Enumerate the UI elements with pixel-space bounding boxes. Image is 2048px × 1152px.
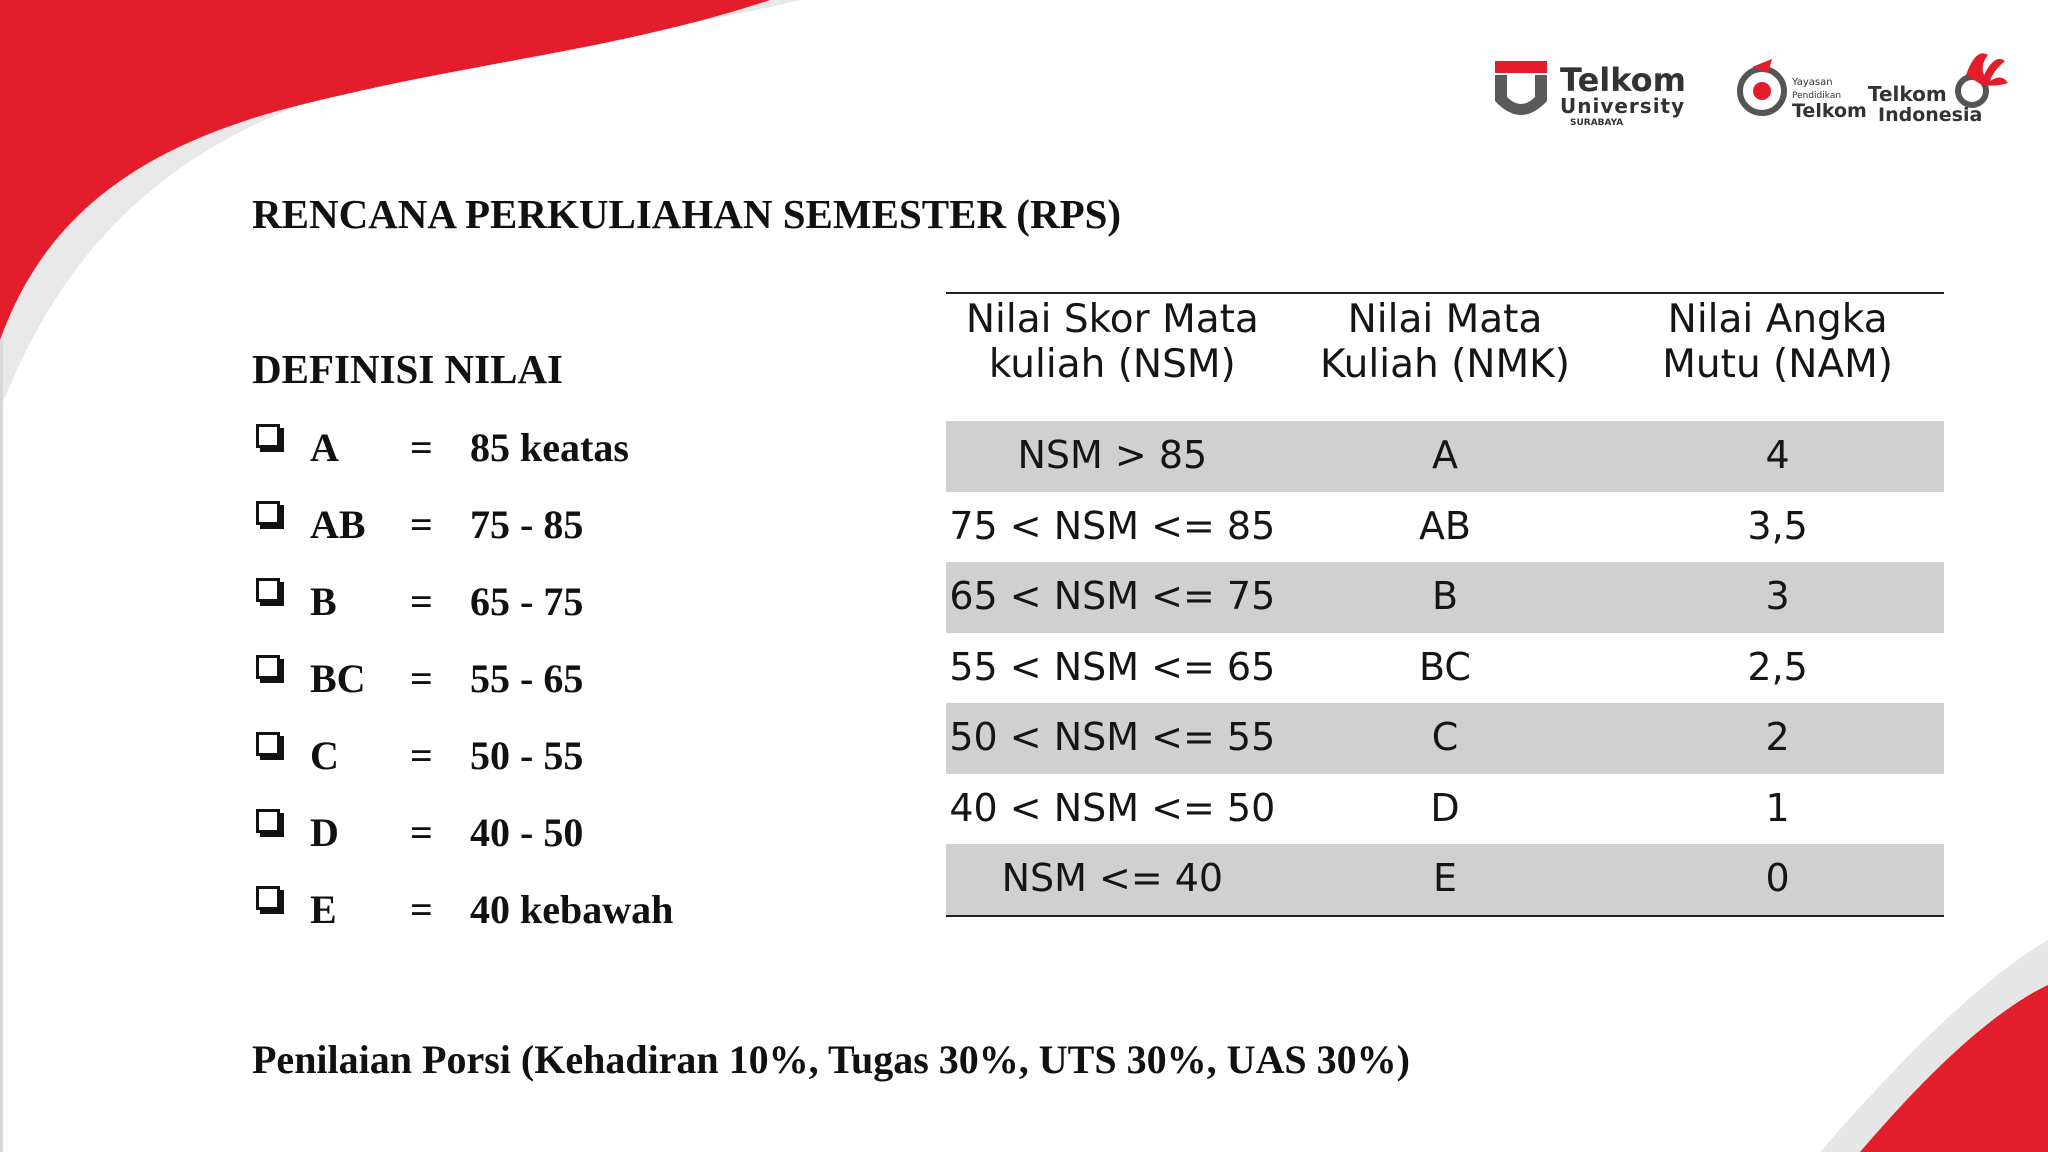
header-line-1: Nilai Skor Mata (965, 297, 1259, 342)
table-row (946, 703, 1944, 774)
definisi-item (252, 572, 752, 649)
definisi-grade: AB (310, 502, 366, 547)
definisi-heading: DEFINISI NILAI (252, 346, 564, 392)
definisi-grade: A (310, 425, 339, 470)
table-row (946, 562, 1944, 633)
table-row (946, 844, 1944, 915)
svg-text:Pendidikan: Pendidikan (1792, 91, 1842, 101)
definisi-item (252, 880, 752, 957)
definisi-item (252, 726, 752, 803)
checkbox-bullet-icon (256, 809, 280, 833)
definisi-separator: = (410, 887, 433, 932)
definisi-range: 75 - 85 (470, 502, 584, 547)
definisi-range: 65 - 75 (470, 579, 584, 624)
grade-table (946, 292, 1944, 917)
table-cell: 75 < NSM <= 85 (949, 503, 1276, 548)
partner-logos (1490, 45, 2010, 135)
svg-text:Telkom: Telkom (1792, 100, 1867, 122)
definisi-grade: C (310, 733, 339, 778)
table-header-cell (1611, 294, 1944, 421)
svg-text:SURABAYA: SURABAYA (1570, 118, 1624, 128)
definisi-item (252, 418, 752, 495)
telkom-university-logo-text-telkom: Telkom (1560, 61, 1686, 99)
table-cell: C (1431, 715, 1459, 760)
definisi-grade: BC (310, 656, 366, 701)
checkbox-bullet-icon (256, 501, 280, 525)
checkbox-bullet-icon (256, 578, 280, 602)
svg-text:Telkom: Telkom (1868, 82, 1947, 106)
table-cell: B (1431, 574, 1459, 619)
svg-text:Yayasan: Yayasan (1792, 77, 1833, 88)
table-cell: BC (1419, 644, 1471, 689)
definisi-separator: = (410, 425, 433, 470)
definisi-item (252, 649, 752, 726)
checkbox-bullet-icon (256, 424, 280, 448)
definisi-grade: B (310, 579, 337, 624)
telkom-indonesia-logo (1868, 53, 2008, 126)
table-row (946, 492, 1944, 563)
checkbox-bullet-icon (256, 655, 280, 679)
header-line-1: Nilai Mata (1347, 297, 1543, 342)
definisi-item (252, 803, 752, 880)
top-left-red-swoosh (0, 0, 770, 340)
table-cell: 3,5 (1747, 503, 1808, 548)
table-cell: 65 < NSM <= 75 (949, 574, 1276, 619)
svg-text:Indonesia: Indonesia (1878, 104, 1983, 126)
table-cell: NSM <= 40 (1001, 856, 1224, 901)
header-line-2: Mutu (NAM) (1662, 341, 1893, 387)
table-header-row (946, 294, 1944, 421)
table-header-cell (946, 294, 1279, 421)
table-cell: NSM > 85 (1017, 433, 1208, 478)
table-row (946, 633, 1944, 704)
bottom-right-red-swoosh (1860, 985, 2048, 1152)
table-cell: A (1431, 433, 1458, 478)
definisi-grade: D (310, 810, 339, 855)
table-row (946, 774, 1944, 845)
header-line-2: Kuliah (NMK) (1320, 341, 1570, 387)
table-cell: E (1432, 856, 1457, 901)
definisi-separator: = (410, 810, 433, 855)
table-cell: 2,5 (1747, 644, 1808, 689)
table-cell: 4 (1765, 433, 1790, 478)
table-cell: 1 (1765, 785, 1790, 830)
yayasan-pendidikan-telkom-logo (1740, 59, 1867, 122)
definisi-range: 55 - 65 (470, 656, 584, 701)
header-line-1: Nilai Angka (1667, 297, 1888, 342)
table-cell: AB (1418, 503, 1472, 548)
table-cell: 2 (1765, 715, 1790, 760)
definisi-range: 40 kebawah (470, 887, 674, 932)
table-body (946, 421, 1944, 915)
definisi-list (252, 418, 752, 957)
page-title: RENCANA PERKULIAHAN SEMESTER (RPS) (252, 191, 1122, 237)
table-cell: 0 (1765, 856, 1790, 901)
table-header-cell (1279, 294, 1612, 421)
definisi-separator: = (410, 656, 433, 701)
table-cell: 50 < NSM <= 55 (949, 715, 1276, 760)
checkbox-bullet-icon (256, 732, 280, 756)
table-cell: D (1430, 785, 1460, 830)
definisi-separator: = (410, 502, 433, 547)
assessment-portion: Penilaian Porsi (Kehadiran 10%, Tugas 30%, UTS 30%, UAS 30%) (252, 1037, 1410, 1082)
table-cell: 40 < NSM <= 50 (949, 785, 1276, 830)
table-cell: 3 (1765, 574, 1790, 619)
definisi-separator: = (410, 579, 433, 624)
definisi-grade: E (310, 887, 337, 932)
definisi-range: 50 - 55 (470, 733, 584, 778)
definisi-range: 85 keatas (470, 425, 629, 470)
definisi-range: 40 - 50 (470, 810, 584, 855)
table-row (946, 421, 1944, 492)
definisi-separator: = (410, 733, 433, 778)
checkbox-bullet-icon (256, 886, 280, 910)
telkom-university-logo (1495, 61, 1686, 128)
definisi-item (252, 495, 752, 572)
svg-text:University: University (1560, 94, 1686, 118)
header-line-2: kuliah (NSM) (988, 341, 1236, 387)
table-cell: 55 < NSM <= 65 (949, 644, 1276, 689)
